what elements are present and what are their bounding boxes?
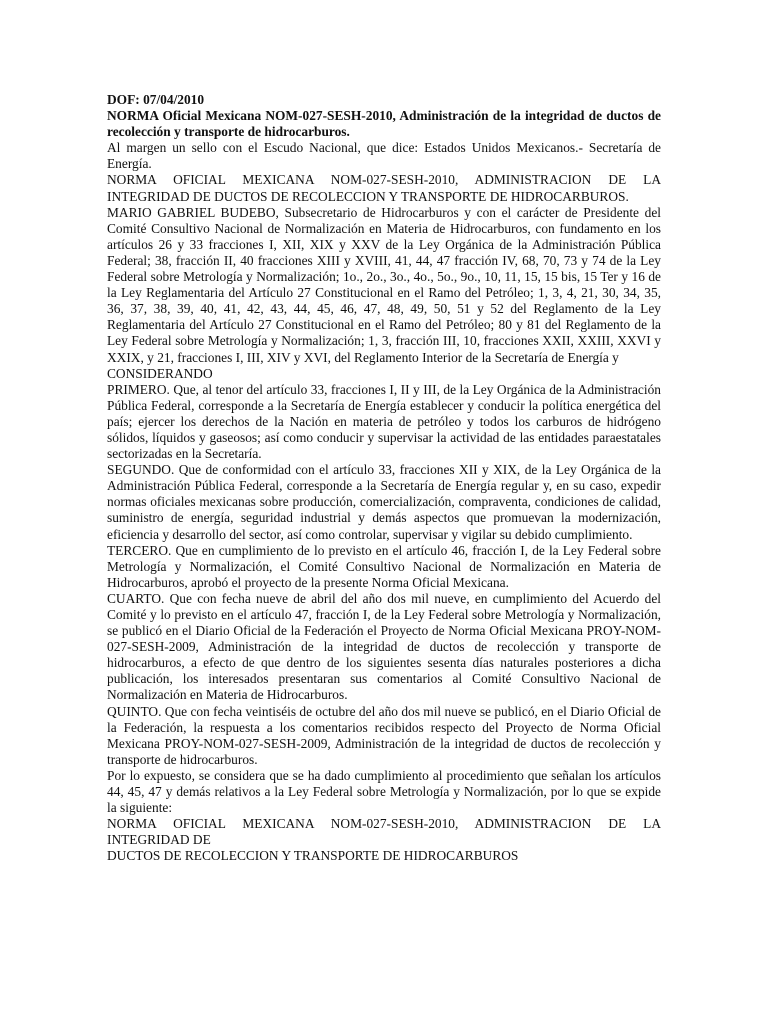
considerando-heading: CONSIDERANDO [107, 365, 213, 381]
signatory-paragraph: MARIO GABRIEL BUDEBO, Subsecretario de Hidrocarburos y con el carácter de Presidente del Comité Consultivo Nacional de Normalización en Materia de Hidrocarburos, con fundamento en los artículos 26 y 33 fracciones I, XII, XIX y XXV de la Ley Orgánica de la Administración Pública Federal; 38, fracción II, 40 fracciones XIII y XVIII, 41, 44, 47 fracción IV, 68, 70, 73 y 74 de la Ley Federal sobre Metrología y Normalización; 1o., 2o., 3o., 4o., 5o., 9o., 10, 11, 15, 15 bis, 15 Ter y 16 de la Ley Reglamentaria del Artículo 27 Constitucional en el Ramo del Petróleo; 1, 3, 4, 21, 30, 34, 35, 36, 37, 38, 39, 40, 41, 42, 43, 44, 45, 46, 47, 48, 49, 50, 51 y 52 del Reglamento de la Ley Reglamentaria del Artículo 27 Constitucional en el Ramo del Petróleo; 80 y 81 del Reglamento de la Ley Federal sobre Metrología y Normalización; 1, 3, fracción III, 10, fracciones XXII, XXIII, XXVI y XXIX, y 21, fracciones I, III, XIV y XVI, del Reglamento Interior de la Secretaría de Energía y [107, 204, 661, 365]
paragraph-primero: PRIMERO. Que, al tenor del artículo 33, fracciones I, II y III, de la Ley Orgánica de la Administración Pública Federal, corresponde a la Secretaría de Energía establecer y conducir la política energética del país; ejercer los derechos de la Nación en materia de petróleo y todos los carburos de hidrógeno sólidos, líquidos y gaseosos; así como conducir y supervisar la actividad de las entidades paraestatales sectorizadas en la Secretaría. [107, 381, 661, 462]
dof-date: DOF: 07/04/2010 [107, 92, 205, 107]
closing-heading-line-1: NORMA OFICIAL MEXICANA NOM-027-SESH-2010, ADMINISTRACION DE LA INTEGRIDAD DE [107, 816, 661, 848]
document-page [107, 92, 661, 865]
paragraph-cuarto: CUARTO. Que con fecha nueve de abril del año dos mil nueve, en cumplimiento del Acuerdo del Comité y lo previsto en el artículo 47, fracción I, de la Ley Federal sobre Metrología y Normalización, se publicó en el Diario Oficial de la Federación el Proyecto de Norma Oficial Mexicana PROY-NOM-027-SESH-2009, Administración de la integridad de ductos de recolección y transporte de hidrocarburos, a efecto de que dentro de los siguientes sesenta días naturales posteriores a dicha publicación, los interesados presentaran sus comentarios al Comité Consultivo Nacional de Normalización en Materia de Hidrocarburos. [107, 590, 661, 703]
closing-heading-line-2: DUCTOS DE RECOLECCION Y TRANSPORTE DE HIDROCARBUROS [107, 848, 519, 864]
paragraph-tercero: TERCERO. Que en cumplimiento de lo previsto en el artículo 46, fracción I, de la Ley Federal sobre Metrología y Normalización, el Comité Consultivo Nacional de Normalización en Materia de Hidrocarburos, aprobó el proyecto de la presente Norma Oficial Mexicana. [107, 542, 661, 590]
paragraph-quinto: QUINTO. Que con fecha veintiséis de octubre del año dos mil nueve se publicó, en el Diario Oficial de la Federación, la respuesta a los comentarios recibidos respecto del Proyecto de Norma Oficial Mexicana PROY-NOM-027-SESH-2009, Administración de la integridad de ductos de recolección y transporte de hidrocarburos. [107, 703, 661, 767]
norm-title: NORMA Oficial Mexicana NOM-027-SESH-2010, Administración de la integridad de ductos de recolección y transporte de hidrocarburos. [107, 108, 661, 140]
margin-note: Al margen un sello con el Escudo Nacional, que dice: Estados Unidos Mexicanos.- Secretaría de Energía. [107, 140, 661, 172]
conclusion-paragraph: Por lo expuesto, se considera que se ha dado cumplimiento al procedimiento que señalan los artículos 44, 45, 47 y demás relativos a la Ley Federal sobre Metrología y Normalización, por lo que se expide la siguiente: [107, 767, 661, 816]
norm-heading: NORMA OFICIAL MEXICANA NOM-027-SESH-2010, ADMINISTRACION DE LA INTEGRIDAD DE DUCTOS DE RECOLECCION Y TRANSPORTE DE HIDROCARBUROS. [107, 172, 661, 204]
paragraph-segundo: SEGUNDO. Que de conformidad con el artículo 33, fracciones XII y XIX, de la Ley Orgánica de la Administración Pública Federal, corresponde a la Secretaría de Energía regular y, en su caso, expedir normas oficiales mexicanas sobre producción, comercialización, compraventa, condiciones de calidad, suministro de energía, seguridad industrial y demás aspectos que promuevan la modernización, eficiencia y desarrollo del sector, así como controlar, supervisar y vigilar su debido cumplimiento. [107, 462, 661, 542]
